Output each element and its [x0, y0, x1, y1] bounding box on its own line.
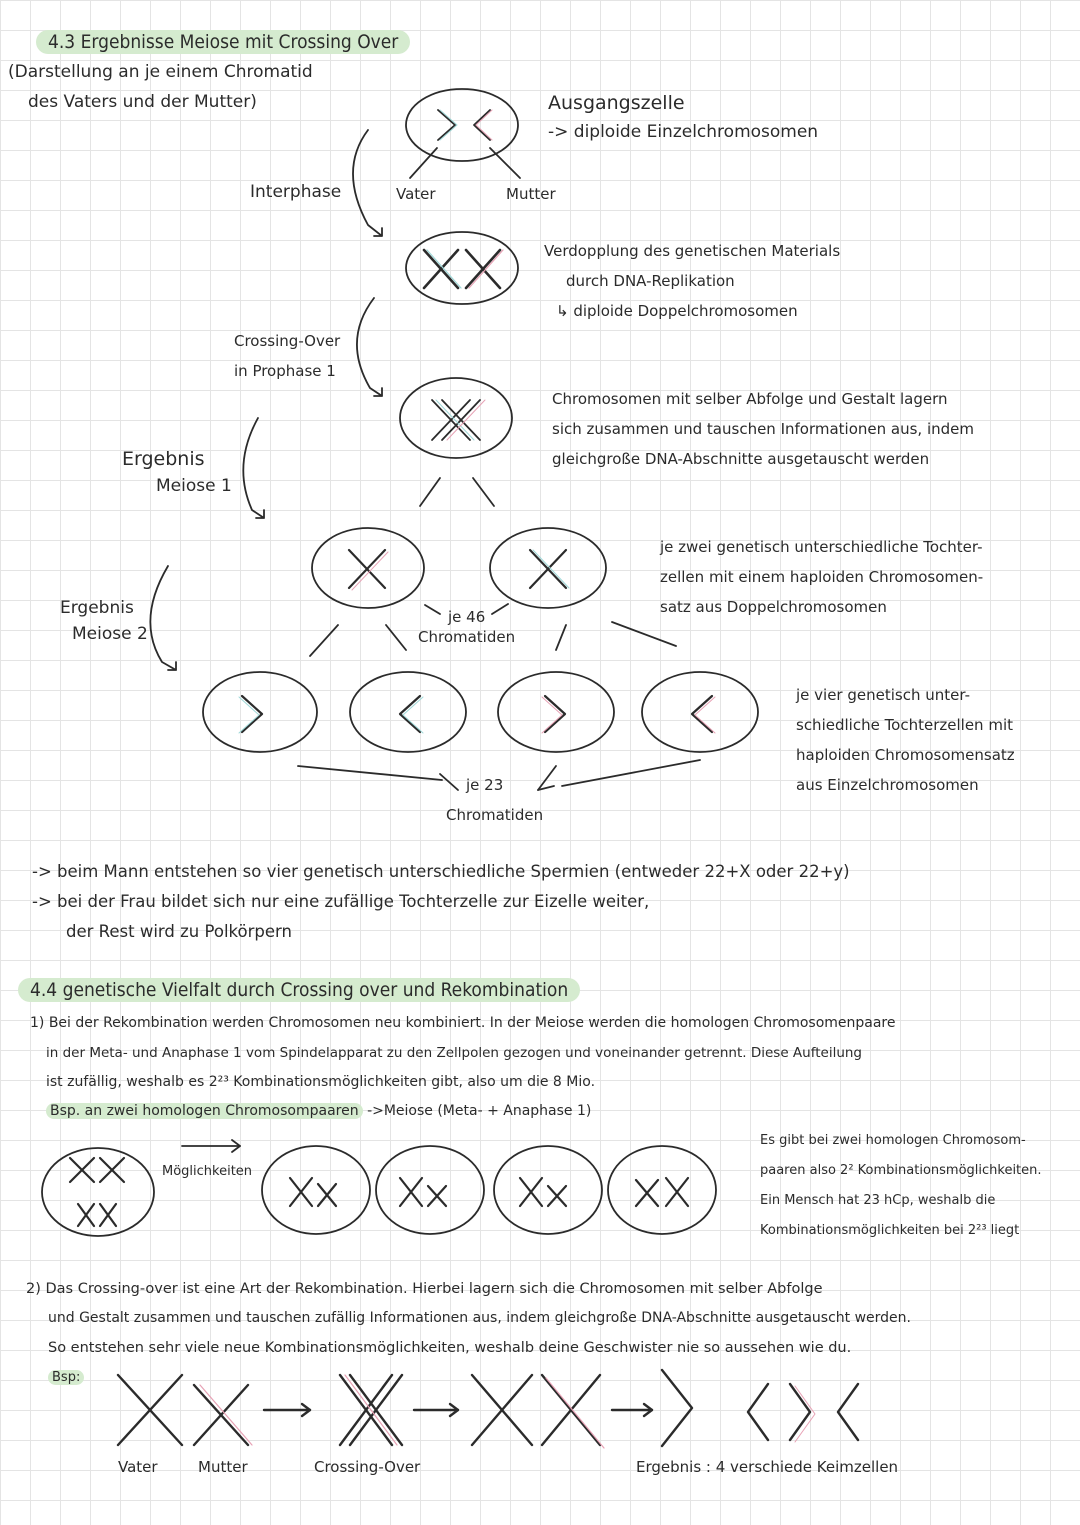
cell-crossing-over [400, 378, 512, 458]
crossing-desc-3: gleichgroße DNA-Abschnitte ausgetauscht werden [552, 450, 930, 468]
example-label-crossing: Crossing-Over [314, 1458, 421, 1476]
moeglichkeiten-label: Möglichkeiten [162, 1164, 253, 1179]
crossing-desc-2: sich zusammen und tauschen Informationen aus, indem [552, 420, 974, 438]
crossing-desc-1: Chromosomen mit selber Abfolge und Gestalt lagern [552, 390, 948, 408]
meiose2-desc-2: schiedliche Tochterzellen mit [796, 716, 1013, 734]
ergebnis2-label-1: Ergebnis [60, 598, 134, 618]
note-mann: -> beim Mann entstehen so vier genetisch unterschiedliche Spermien (entweder 22+X oder 22+y) [32, 862, 850, 881]
heading-section-4-3: 4.3 Ergebnisse Meiose mit Crossing Over [36, 30, 410, 54]
para1-line-1: 1) Bei der Rekombination werden Chromosomen neu kombiniert. In der Meiose werden die homologen Chromosomenpaare [30, 1015, 896, 1031]
je46-label: je 46 [448, 608, 486, 626]
combo-cell-3 [494, 1146, 602, 1234]
side-note-4: Kombinationsmöglichkeiten bei 2²³ liegt [760, 1223, 1020, 1238]
heading-section-4-4: 4.4 genetische Vielfalt durch Crossing over und Rekombination [18, 978, 580, 1002]
combo-cell-1 [262, 1146, 370, 1234]
verdopplung-line-2: durch DNA-Replikation [566, 272, 735, 290]
combo-cell-2 [376, 1146, 484, 1234]
note-frau: -> bei der Frau bildet sich nur eine zufällige Tochterzelle zur Eizelle weiter, [32, 892, 650, 911]
crossing-over-example [118, 1370, 858, 1448]
combo-cell-4 [608, 1146, 716, 1234]
meiose2-desc-4: aus Einzelchromosomen [796, 776, 979, 794]
cell-meiose2-4 [642, 672, 758, 752]
ergebnis1-label-2: Meiose 1 [156, 476, 232, 496]
chromatiden-23-label: Chromatiden [446, 806, 544, 824]
ergebnis2-label-2: Meiose 2 [72, 624, 148, 644]
example-label-mutter: Mutter [198, 1458, 248, 1476]
meiose2-desc-3: haploiden Chromosomensatz [796, 746, 1015, 764]
para2-line-2: und Gestalt zusammen und tauschen zufällig Informationen aus, indem gleichgroße DNA-Abschnitte ausgetauscht werden. [48, 1310, 911, 1326]
cell-example-start [42, 1148, 154, 1236]
example-label-ergebnis: Ergebnis : 4 verschiede Keimzellen [636, 1458, 899, 1476]
bsp-highlight: Bsp. an zwei homologen Chromosompaaren [46, 1103, 363, 1119]
cell-meiose2-2 [350, 672, 466, 752]
ausgangszelle-label: Ausgangszelle [548, 92, 685, 114]
para1-line-2: in der Meta- und Anaphase 1 vom Spindelapparat zu den Zellpolen gezogen und voneinander getrennt. Diese Aufteilung [46, 1045, 863, 1061]
cell-interphase [406, 232, 518, 304]
label-mutter: Mutter [506, 185, 556, 203]
note-polkoerper: der Rest wird zu Polkörpern [66, 922, 292, 941]
para1-line-3: ist zufällig, weshalb es 2²³ Kombinationsmöglichkeiten gibt, also um die 8 Mio. [46, 1074, 596, 1090]
verdopplung-line-3: ↳ diploide Doppelchromosomen [556, 302, 798, 320]
bsp-rest: ->Meiose (Meta- + Anaphase 1) [367, 1103, 592, 1119]
example-label-vater: Vater [118, 1458, 158, 1476]
crossing-label-1: Crossing-Over [234, 332, 341, 350]
crossing-label-2: in Prophase 1 [234, 362, 336, 380]
meiose2-desc-1: je vier genetisch unter- [796, 686, 970, 704]
verdopplung-line-1: Verdopplung des genetischen Materials [544, 242, 841, 260]
meiose1-desc-2: zellen mit einem haploiden Chromosomen- [660, 568, 984, 586]
bsp-label [48, 1370, 84, 1386]
je23-label: je 23 [466, 776, 504, 794]
bsp-label-text: Bsp: [48, 1370, 84, 1385]
subtitle-line-1: (Darstellung an je einem Chromatid [8, 62, 313, 82]
meiose1-desc-1: je zwei genetisch unterschiedliche Tochter- [660, 538, 983, 556]
chromosome-vater [438, 110, 455, 140]
ergebnis1-label-1: Ergebnis [122, 448, 205, 470]
chromatiden-46-label: Chromatiden [418, 628, 516, 646]
cell-ausgangszelle [406, 89, 518, 161]
para2-line-3: So entstehen sehr viele neue Kombinationsmöglichkeiten, weshalb deine Geschwister nie so aussehen wie du. [48, 1340, 852, 1356]
side-note-2: paaren also 2² Kombinationsmöglichkeiten. [760, 1163, 1042, 1178]
subtitle-line-2: des Vaters und der Mutter) [28, 92, 257, 112]
ausgangszelle-desc: -> diploide Einzelchromosomen [548, 122, 819, 142]
label-vater: Vater [396, 185, 436, 203]
interphase-label: Interphase [250, 182, 342, 202]
side-note-1: Es gibt bei zwei homologen Chromosom- [760, 1133, 1026, 1148]
cell-meiose2-3 [498, 672, 614, 752]
para2-line-1: 2) Das Crossing-over ist eine Art der Rekombination. Hierbei lagern sich die Chromosomen mit selber Abfolge [26, 1281, 823, 1297]
side-note-3: Ein Mensch hat 23 hCp, weshalb die [760, 1193, 996, 1208]
meiose1-desc-3: satz aus Doppelchromosomen [660, 598, 887, 616]
bsp-line [46, 1103, 591, 1120]
